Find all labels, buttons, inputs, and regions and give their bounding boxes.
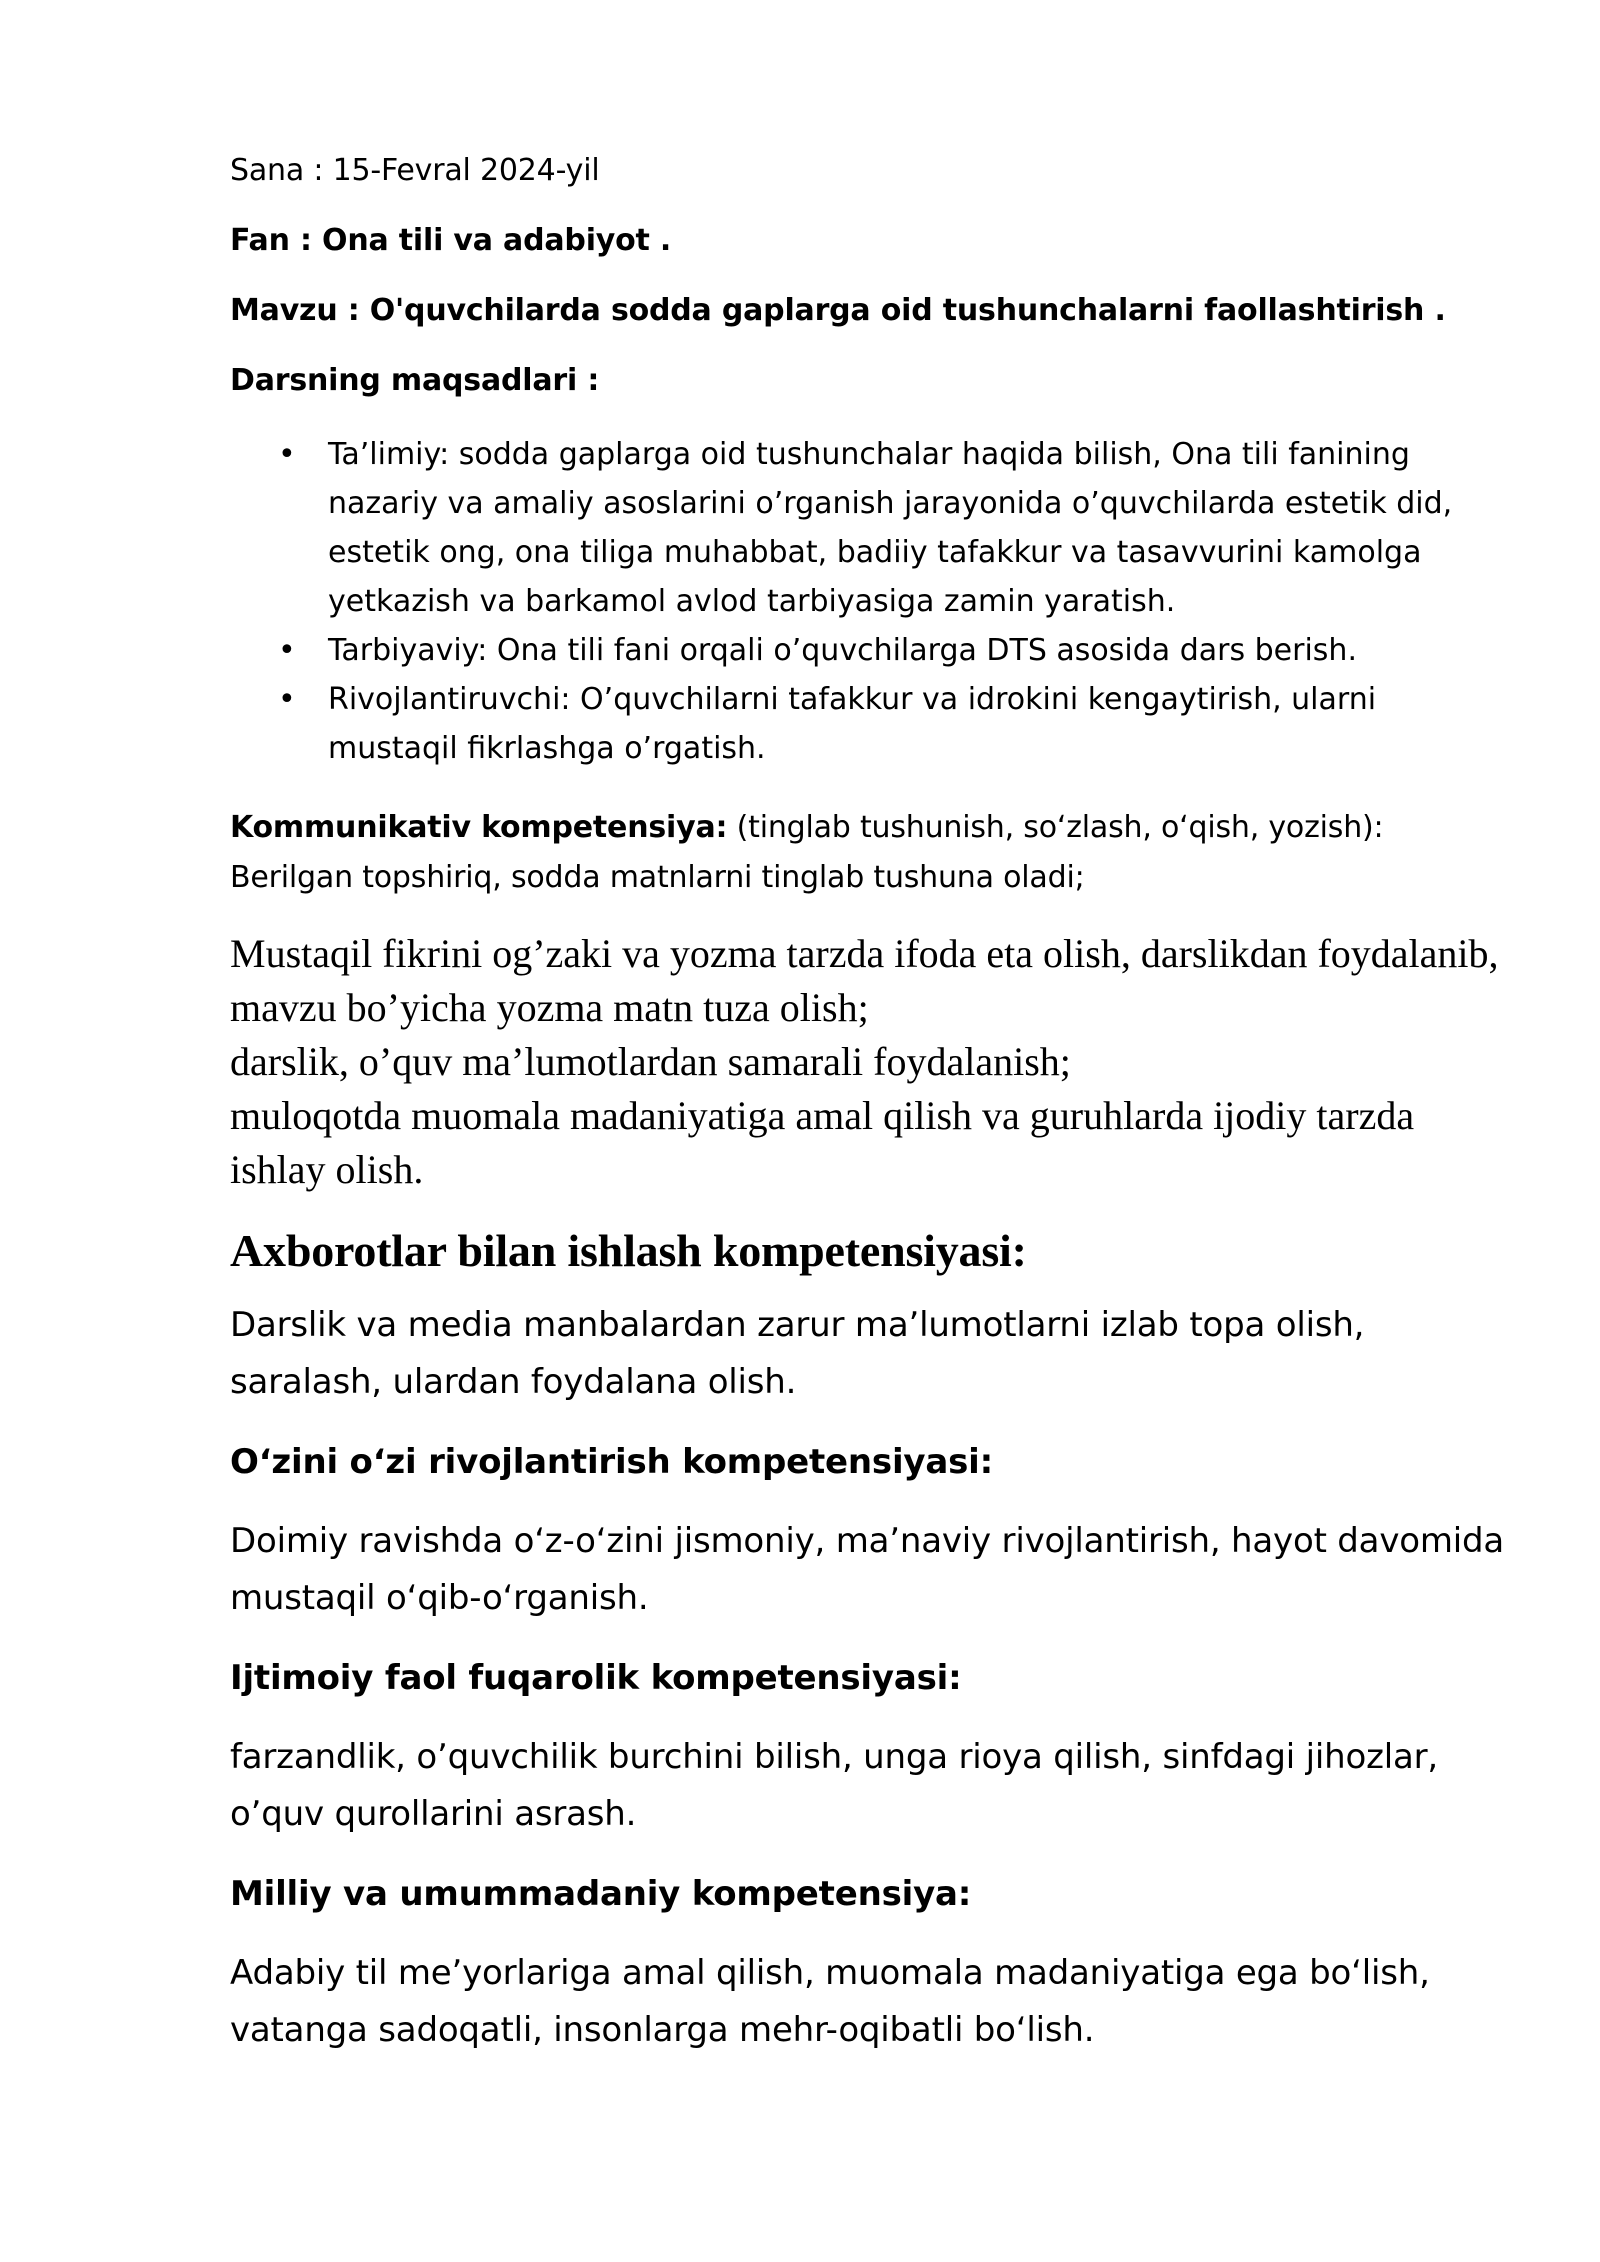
goals-heading: Darsning maqsadlari :: [230, 363, 600, 398]
goal-item: [230, 626, 1510, 675]
subject-line: Fan : Ona tili va adabiyot .: [230, 223, 672, 258]
communicative-title: Kommunikativ kompetensiya:: [230, 810, 728, 845]
topic-line: Mavzu : O'quvchilarda sodda gaplarga oid tushunchalarni faollashtirish .: [230, 293, 1446, 328]
communicative-block: [230, 803, 1510, 903]
goal-item: [230, 430, 1510, 626]
goal-text: Ta’limiy: sodda gaplarga oid tushunchalar haqida bilish, Ona tili fanining nazariy va amaliy asoslarini o’rganish jarayonida o’quvchilarda estetik did, estetik ong, ona tiliga muhabbat, badiiy tafakkur va tasavvurini kamolga yetkazish va barkamol avlod tarbiyasiga zamin yaratish.: [328, 437, 1453, 619]
goals-list: [230, 430, 1510, 773]
goal-text: Tarbiyaviy: Ona tili fani orqali o’quvchilarga DTS asosida dars berish.: [328, 633, 1357, 668]
bullet-icon: •: [278, 682, 296, 717]
communicative-serif-block: [230, 927, 1510, 1197]
info-competence-text: Darslik va media manbalardan zarur ma’lumotlarni izlab topa olish, saralash, ulardan foydalana olish.: [230, 1305, 1365, 1402]
serif-paragraph: muloqotda muomala madaniyatiga amal qilish va guruhlarda ijodiy tarzda ishlay olish.: [230, 1093, 1415, 1192]
communicative-rest: (tinglab tushunish, so‘zlash, o‘qish, yozish):: [727, 810, 1384, 845]
national-competence-text: Adabiy til me’yorlariga amal qilish, muomala madaniyatiga ega bo‘lish, vatanga sadoqatli, insonlarga mehr-oqibatli bo‘lish.: [230, 1953, 1430, 2050]
info-competence-heading: Axborotlar bilan ishlash kompetensiyasi:: [230, 1225, 1027, 1276]
goal-item: [230, 675, 1510, 773]
serif-paragraph: Mustaqil fikrini og’zaki va yozma tarzda ifoda eta olish, darslikdan foydalanib, mavzu bo’yicha yozma matn tuza olish;: [230, 931, 1499, 1030]
self-development-heading: O‘zini o‘zi rivojlantirish kompetensiyasi:: [230, 1442, 994, 1482]
self-development-text: Doimiy ravishda o‘z-o‘zini jismoniy, ma’naviy rivojlantirish, hayot davomida mustaqil o‘qib-o‘rganish.: [230, 1521, 1505, 1618]
bullet-icon: •: [278, 437, 296, 472]
document-page: [230, 152, 1510, 2059]
bullet-icon: •: [278, 633, 296, 668]
goal-text: Rivojlantiruvchi: O’quvchilarni tafakkur va idrokini kengaytirish, ularni mustaqil fikrlashga o’rgatish.: [328, 682, 1377, 766]
civic-competence-heading: Ijtimoiy faol fuqarolik kompetensiyasi:: [230, 1658, 962, 1698]
civic-competence-text: farzandlik, o’quvchilik burchini bilish, unga rioya qilish, sinfdagi jihozlar, o’quv qurollarini asrash.: [230, 1737, 1438, 1834]
serif-paragraph: darslik, o’quv ma’lumotlardan samarali foydalanish;: [230, 1039, 1071, 1084]
date-line: Sana : 15-Fevral 2024-yil: [230, 153, 600, 188]
national-competence-heading: Milliy va umummadaniy kompetensiya:: [230, 1874, 972, 1914]
communicative-line2: Berilgan topshiriq, sodda matnlarni tinglab tushuna oladi;: [230, 860, 1085, 895]
